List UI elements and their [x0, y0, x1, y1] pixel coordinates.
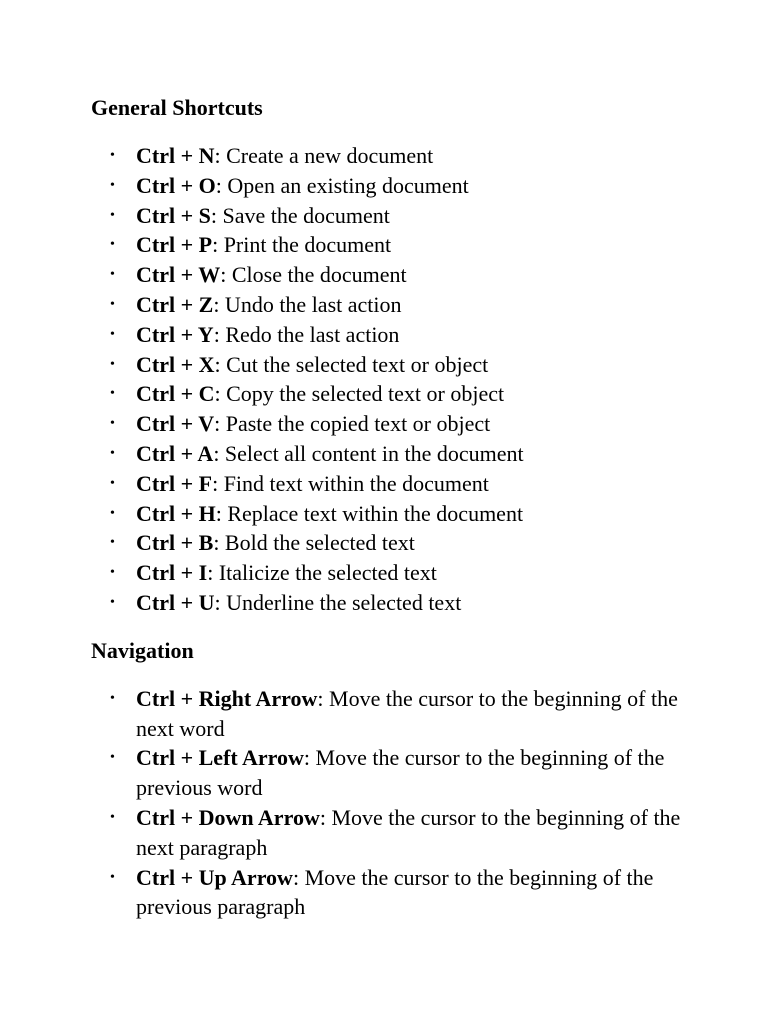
shortcut-key: Ctrl + I — [136, 560, 208, 586]
general-shortcuts-list — [91, 141, 691, 618]
bullet-icon: • — [110, 386, 115, 402]
shortcut-description: : Close the document — [220, 262, 407, 288]
list-item — [91, 171, 691, 201]
shortcut-description: : Replace text within the document — [215, 500, 524, 526]
bullet-icon: • — [110, 177, 115, 193]
bullet-icon: • — [110, 326, 115, 342]
shortcut-key: Ctrl + A — [136, 440, 214, 466]
bullet-icon: • — [110, 148, 115, 163]
shortcut-description: : Save the document — [210, 202, 390, 228]
shortcut-key: Ctrl + Right Arrow — [136, 685, 318, 711]
section-heading-general-shortcuts: General Shortcuts — [91, 95, 263, 120]
bullet-icon: • — [110, 267, 115, 283]
shortcut-key: Ctrl + U — [136, 589, 215, 615]
bullet-icon: • — [110, 207, 115, 223]
list-item — [91, 863, 691, 923]
shortcut-key: Ctrl + W — [136, 262, 221, 288]
bullet-icon: • — [110, 869, 115, 885]
shortcut-description: : Open an existing document — [215, 172, 469, 198]
bullet-icon: • — [110, 809, 115, 825]
list-item — [91, 320, 691, 350]
shortcut-key: Ctrl + N — [136, 143, 215, 168]
list-item — [91, 803, 691, 863]
shortcut-description: : Select all content in the document — [213, 440, 524, 466]
shortcut-description: : Redo the last action — [213, 321, 400, 347]
list-item — [91, 350, 691, 380]
shortcut-description: : Paste the copied text or object — [214, 411, 491, 437]
bullet-icon: • — [110, 535, 115, 551]
list-item — [91, 469, 691, 499]
shortcut-description: : Move the cursor to the beginning of the previous paragraph — [136, 864, 654, 920]
bullet-icon: • — [110, 416, 115, 432]
shortcut-key: Ctrl + F — [136, 470, 213, 496]
shortcut-description: : Italicize the selected text — [207, 560, 437, 586]
bullet-icon: • — [110, 690, 115, 706]
shortcut-description: : Bold the selected text — [213, 530, 415, 556]
shortcut-description: : Move the cursor to the beginning of the next word — [136, 685, 678, 741]
bullet-icon: • — [110, 505, 115, 521]
bullet-icon: • — [110, 296, 115, 312]
shortcut-key: Ctrl + O — [136, 172, 216, 198]
list-item — [91, 409, 691, 439]
shortcut-key: Ctrl + Down Arrow — [136, 804, 320, 830]
shortcut-description: : Cut the selected text or object — [214, 351, 489, 377]
list-item — [91, 743, 691, 803]
bullet-icon: • — [110, 356, 115, 372]
shortcut-description: : Find text within the document — [212, 470, 489, 496]
list-item — [91, 588, 691, 618]
shortcut-description: : Move the cursor to the beginning of the previous word — [136, 745, 665, 801]
shortcut-key: Ctrl + X — [136, 351, 215, 377]
list-item — [91, 379, 691, 409]
shortcut-key: Ctrl + Z — [136, 291, 214, 317]
list-item — [91, 230, 691, 260]
shortcut-key: Ctrl + Up Arrow — [136, 864, 293, 890]
shortcut-key: Ctrl + Left Arrow — [136, 745, 304, 771]
list-item — [91, 558, 691, 588]
shortcut-key: Ctrl + P — [136, 232, 213, 258]
list-item — [91, 684, 691, 744]
list-item — [91, 201, 691, 231]
shortcut-description: : Underline the selected text — [214, 589, 462, 615]
shortcut-description: : Create a new document — [214, 143, 434, 168]
navigation-shortcuts-list — [91, 684, 691, 922]
list-item — [91, 260, 691, 290]
list-item — [91, 528, 691, 558]
bullet-icon: • — [110, 237, 115, 253]
document-page — [91, 92, 691, 922]
list-item — [91, 499, 691, 529]
list-item — [91, 290, 691, 320]
shortcut-description: : Print the document — [212, 232, 392, 258]
shortcut-key: Ctrl + S — [136, 202, 211, 228]
shortcut-description: : Move the cursor to the beginning of the next paragraph — [136, 804, 681, 860]
shortcut-description: : Undo the last action — [213, 291, 402, 317]
shortcut-key: Ctrl + V — [136, 411, 215, 437]
shortcut-key: Ctrl + C — [136, 381, 215, 407]
list-item — [91, 141, 691, 171]
bullet-icon: • — [110, 445, 115, 461]
bullet-icon: • — [110, 475, 115, 491]
shortcut-key: Ctrl + Y — [136, 321, 214, 347]
shortcut-description: : Copy the selected text or object — [214, 381, 505, 407]
bullet-icon: • — [110, 594, 115, 610]
shortcut-key: Ctrl + H — [136, 500, 216, 526]
section-heading-navigation: Navigation — [91, 637, 194, 663]
shortcut-key: Ctrl + B — [136, 530, 214, 556]
list-item — [91, 439, 691, 469]
bullet-icon: • — [110, 750, 115, 766]
bullet-icon: • — [110, 565, 115, 581]
